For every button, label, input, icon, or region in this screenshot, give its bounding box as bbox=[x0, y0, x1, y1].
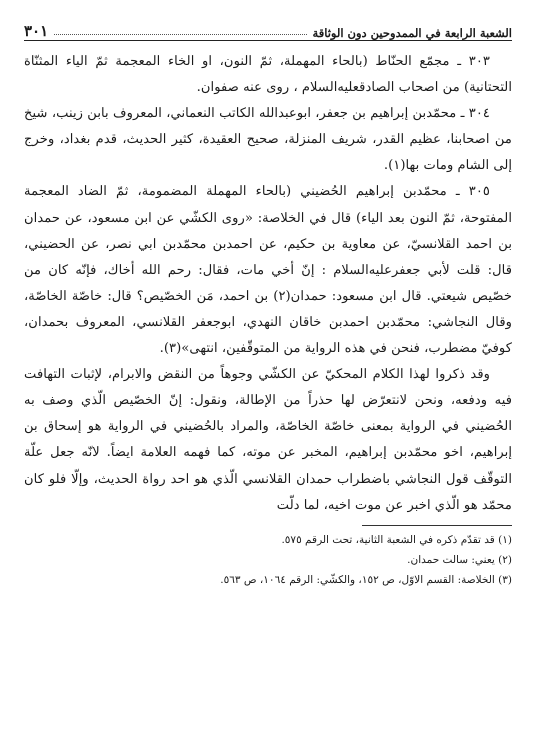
footnote-divider bbox=[362, 525, 512, 526]
footnote-1: (١) قد تقدّم ذكره في الشعبة الثانية، تحت الرقم ٥٧٥. bbox=[281, 533, 512, 546]
running-title: الشعبة الرابعة في الممدوحين دون الوثاقة bbox=[312, 26, 512, 40]
entry-304: ٣٠٤ ـ محمّدبن إبراهيم بن جعفر، ابوعبدالله الكاتب النعماني، المعروف بابن زينب، شيخ من اصحابنا، عظيم القدر، شريف المنزلة، صحيح العقيدة، كثير الحديث، قدم بغداد، وخرج إلى الشام ومات بها(١). bbox=[24, 106, 512, 174]
entry-305: ٣٠٥ ـ محمّدبن إبراهيم الحُضيني (بالحاء المهملة المضمومة، ثمّ الضاد المعجمة المفتوحة، ثمّ النون بعد الياء) قال في الخلاصة: «روى الكشّي عن ابن مسعود، عن حمدان بن احمد القلانسيّ، عن معاوية بن حكيم، عن احمدبن محمّدبن ابي نصر، عن الحضيني، قال: قلت لأبي جعفرعليه‌السلام : إنّ أخي مات، فقال: رحم الله أخاك، فإنّه كان من خصّيص شيعتي. قال ابن مسعود: حمدان(٢) بن احمد، مَن الخصّيص؟ قال: خاصّة الخاصّة، وقال النجاشي: محمّدبن احمدبن خاقان النهدي، ابوجعفر القلانسي، المعروف بحمدان، كوفيّ مضطرب، فنحن في هذه الرواية من المتوقّفين، انتهى»(٣). bbox=[24, 184, 512, 357]
page-number: ٣٠١ bbox=[24, 22, 49, 40]
footnote-3: (٣) الخلاصة: القسم الاوّل، ص ١٥٢، والكشّي: الرقم ١٠٦٤، ص ٥٦٣. bbox=[220, 573, 512, 586]
header-leader-dots bbox=[54, 34, 306, 35]
commentary-paragraph: وقد ذكروا لهذا الكلام المحكيّ عن الكشّي وجوهاً من النقض والابرام، لإثبات التهافت فيه ودفعه، ونحن لانتعرّض لها حذراً من الإطالة، ونقول: إنّ الخصّيص الّذي وصف به الحُضيني في الرواية بمعنى خاصّة الخاصّة، والمراد بالحُضيني في الرواية هو إسحاق بن إبراهيم، اخو محمّدبن إبراهيم، المخبر عن موته، كما فهمه العلامة ايضاً. لانّه جعل علّة التوقّف قول النجاشي باضطراب حمدان القلانسي الّذي هو احد رواة الحديث، وإلّا فلو كان محمّد هو الّذي اخبر عن موت اخيه، لما دلّت bbox=[24, 367, 512, 513]
page-header bbox=[24, 14, 512, 41]
entry-303: ٣٠٣ ـ مجمّع الحنّاط (بالحاء المهملة، ثمّ النون، او الخاء المعجمة ثمّ الياء المثنّاة التحتانية) من اصحاب الصادقعليه‌السلام ، روى عنه صفوان. bbox=[24, 54, 512, 96]
footnotes bbox=[24, 530, 512, 590]
footnote-2: (٢) يعني: سالت حمدان. bbox=[407, 553, 512, 566]
body-text bbox=[24, 49, 512, 519]
document-page bbox=[24, 14, 512, 741]
